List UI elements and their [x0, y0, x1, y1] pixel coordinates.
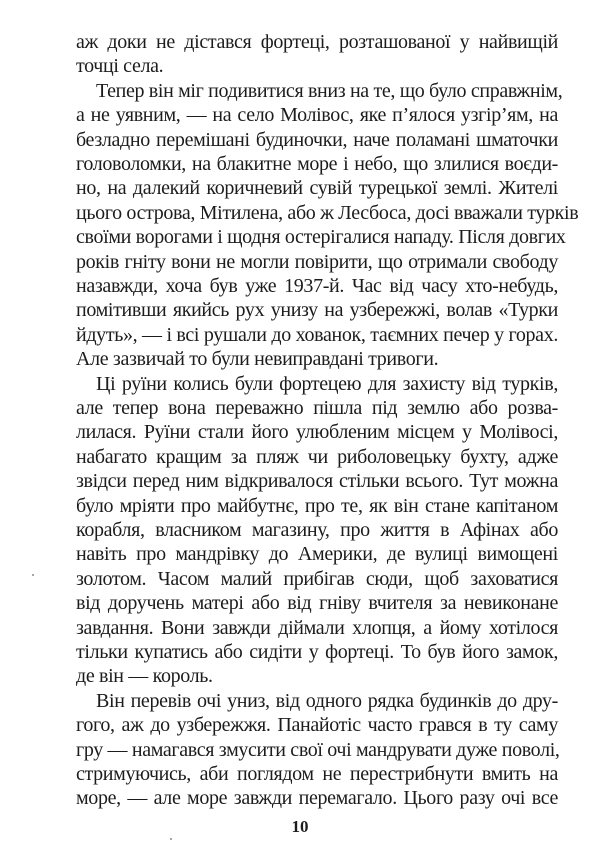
text-line-1: аж доки не дістався фортеці, розташованої у найвищій [76, 31, 558, 53]
text-line-17: лилася. Руїни стали його улюбленим місцем у Молівосі, [76, 421, 558, 444]
text-line-14: Але зазвичай то були невиправдані тривоги. [76, 348, 439, 371]
text-line-15: Ці руїни колись були фортецею для захисту від турків, [96, 372, 558, 395]
text-line-31: стримуючись, аби поглядом не перестрибнути вмить на [76, 763, 558, 785]
page-number: 10 [291, 817, 309, 836]
text-line-2: точці села. [76, 55, 164, 78]
text-line-21: корабля, власником магазину, про життя в Афінах або [76, 519, 558, 541]
text-line-32: море, — але море завжди перемагало. Цього разу очі все [76, 787, 558, 810]
text-line-16: але тепер вона переважно пішла під землю або розва- [76, 397, 558, 419]
text-line-24: від доручень матері або від гніву вчителя за невиконане [76, 592, 558, 615]
text-line-29: гого, аж до узбережжя. Панайотіс часто грався в ту саму [76, 714, 558, 737]
text-line-5: безладно перемішані будиночки, наче поламані шматочки [76, 128, 558, 151]
text-line-30: гру — намагався змусити свої очі мандрувати дуже поволі, [76, 738, 560, 761]
paper-speck [32, 574, 34, 576]
text-line-28: Він перевів очі униз, від одного рядка будинків до дру- [96, 689, 558, 712]
text-line-23: золотом. Часом малий прибігав сюди, щоб заховатися [76, 567, 558, 590]
text-line-4: а не уявним, — на село Молівос, яке п’ялося узгір’ям, на [76, 104, 558, 127]
text-line-20: було мріяти про майбутнє, про те, як він стане капітаном [76, 494, 558, 517]
text-line-12: помітивши якийсь рух унизу на узбережжі, волав «Турки [76, 299, 558, 322]
text-line-9: своїми ворогами і щодня остерігалися нападу. Після довгих [76, 226, 566, 249]
text-line-27: де він — король. [76, 665, 213, 688]
text-line-22: навіть про мандрівку до Америки, де вулиці вимощені [76, 543, 558, 566]
paper-speck [170, 838, 172, 840]
text-line-18: набагато кращим за пляж чи риболовецьку бухту, адже [76, 445, 558, 468]
text-line-3: Тепер він міг подивитися вниз на те, що було справжнім, [96, 79, 563, 102]
text-line-10: років гніту вони не могли повірити, що отримали свободу [76, 250, 558, 273]
text-line-25: завдання. Вони завжди діймали хлопця, а йому хотілося [76, 616, 558, 639]
text-line-8: цього острова, Мітилена, або ж Лесбоса, досі вважали турків [76, 201, 579, 224]
text-line-6: головоломки, на блакитне море і небо, що злилися воєди- [76, 153, 558, 175]
text-line-26: тільки купатись або сидіти у фортеці. То був його замок, [76, 641, 558, 663]
text-line-7: но, на далекий коричневий сувій турецької землі. Жителі [76, 177, 558, 200]
text-line-13: йдуть», — і всі рушали до хованок, таємних печер у горах. [76, 323, 558, 346]
text-line-11: назавжди, хоча був уже 1937-й. Час від часу хто-небудь, [76, 275, 558, 297]
text-line-19: звідси перед ним відкривалося стільки всього. Тут можна [76, 470, 558, 493]
